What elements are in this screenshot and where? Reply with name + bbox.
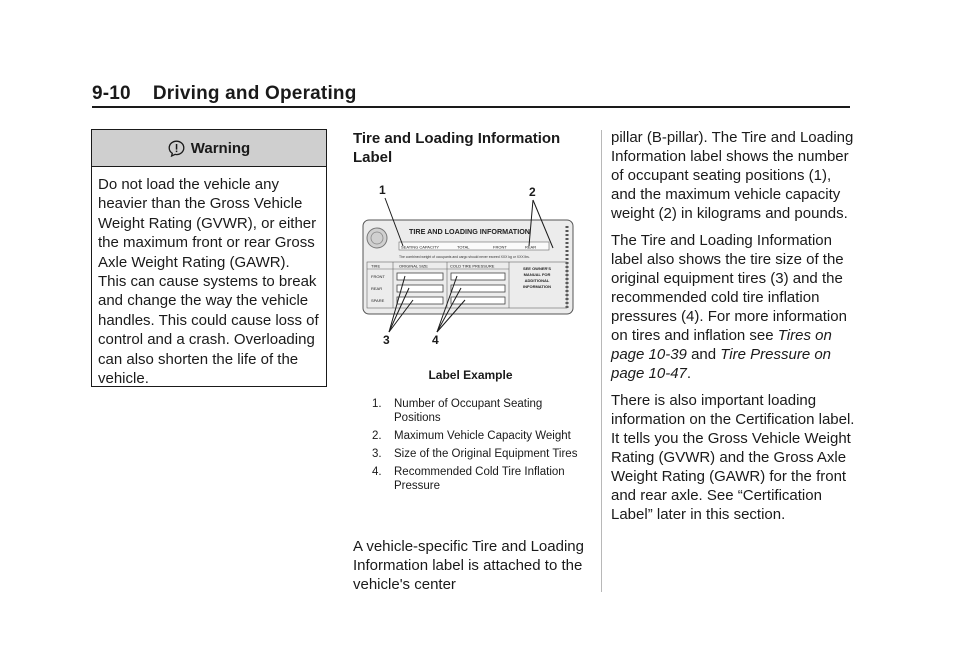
svg-text:SEE OWNER'S: SEE OWNER'S (522, 266, 552, 271)
warning-header (92, 130, 326, 167)
body-paragraph: There is also important loading information on the Certification label. It tells you the Gross Vehicle Weight Rating (GVWR) and the Gross Axle Weight Rating (GAWR) for the front and rear axle. See “Certification Label” later in this section. (611, 392, 855, 523)
body-paragraph: A vehicle-specific Tire and Loading Information label is attached to the vehicle's center (353, 538, 584, 593)
callout-1: 1 (379, 183, 386, 197)
label-title: TIRE AND LOADING INFORMATION (409, 227, 530, 236)
svg-text:FRONT: FRONT (493, 244, 507, 250)
tire-label-figure (353, 176, 585, 356)
legend-item: 3. Size of the Original Equipment Tires (372, 448, 578, 460)
body-paragraph: The Tire and Loading Information label also shows the tire size of the original equipment tires (3) and the recommended cold tire inflation pressures (4). For more information on tires and inflation see Tires on page 10-39 and Tire Pressure on page 10-47. (611, 232, 847, 382)
cross-reference: Tire Pressure on page 10-47 (611, 346, 832, 382)
header-rule (92, 106, 850, 108)
cross-reference: Tires on page 10-39 (611, 327, 832, 363)
section-heading: Tire and Loading Information Label (353, 130, 561, 166)
svg-text:TIRE: TIRE (371, 263, 381, 269)
callout-3: 3 (383, 333, 390, 347)
svg-text:TOTAL: TOTAL (457, 244, 470, 250)
legend-item: 4. Recommended Cold Tire Inflation Pressure (372, 466, 565, 492)
column-divider (601, 130, 602, 592)
svg-text:ORIGINAL SIZE: ORIGINAL SIZE (399, 263, 428, 269)
warning-box (91, 129, 327, 387)
right-column (611, 128, 856, 532)
page-header (92, 83, 357, 105)
svg-text:MANUAL FOR: MANUAL FOR (523, 272, 551, 277)
svg-text:FRONT: FRONT (371, 274, 385, 279)
callout-2: 2 (529, 185, 536, 199)
warning-text: Do not load the vehicle any heavier than the Gross Vehicle Weight Rating (GVWR), or either the maximum front or rear Gross Axle Weight Rating (GAWR). This can cause systems to break and change the way the vehicle handles. This could cause loss of control and a crash. Overloading can also shorten the life of the vehicle. (98, 176, 319, 388)
svg-text:SPARE: SPARE (371, 298, 385, 303)
svg-text:ADDITIONAL: ADDITIONAL (524, 278, 550, 283)
middle-column (353, 129, 588, 167)
label-seal (367, 228, 387, 248)
figure-legend (372, 397, 592, 497)
svg-text:REAR: REAR (371, 286, 383, 291)
combined-weight-note: The combined weight of occupants and cargo should never exceed XXX kg or XXX lbs. (399, 255, 530, 259)
svg-text:COLD TIRE PRESSURE: COLD TIRE PRESSURE (450, 263, 495, 269)
page-number: 9-10 (92, 83, 131, 104)
legend-item: 2. Maximum Vehicle Capacity Weight (372, 430, 571, 442)
svg-text:INFORMATION: INFORMATION (523, 284, 551, 289)
svg-text:SEATING CAPACITY: SEATING CAPACITY (401, 244, 440, 250)
section-title: Driving and Operating (152, 83, 357, 104)
body-paragraph: pillar (B-pillar). The Tire and Loading Information label shows the number of occupant seating positions (1), and the maximum vehicle capacity weight (2) in kilograms and pounds. (611, 129, 854, 222)
warning-title: Warning (190, 139, 251, 157)
legend-item: 1. Number of Occupant Seating Positions (372, 398, 543, 424)
callout-4: 4 (432, 333, 439, 347)
figure-caption: Label Example (428, 368, 513, 382)
svg-text:REAR: REAR (525, 244, 537, 250)
warning-icon (168, 140, 185, 157)
